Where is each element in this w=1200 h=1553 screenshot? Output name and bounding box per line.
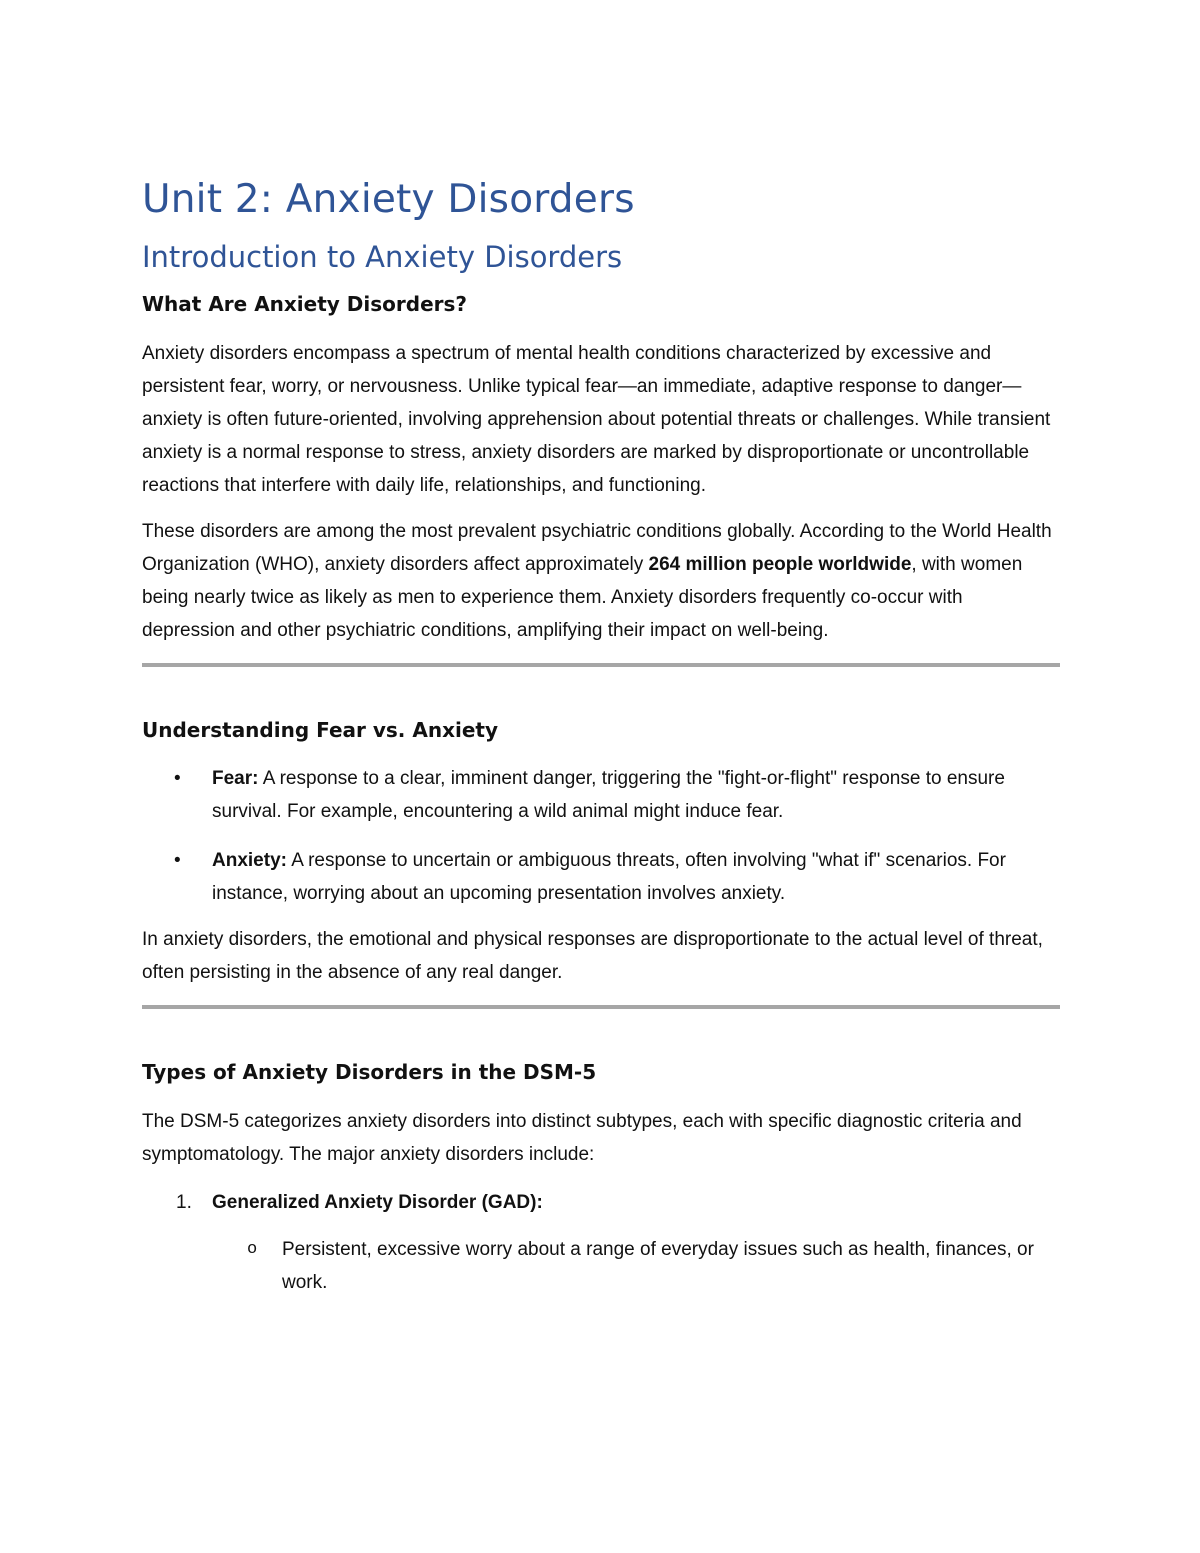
prevalence-text-end: , with women being nearly twice as likely as men to experience them. Anxiety disorders frequently co-occur with depression and other psychiatric conditions, amplifying their impact on well-being. — [142, 554, 1023, 641]
fear-anxiety-list — [142, 762, 1060, 910]
prevalence-text-start: These disorders are among the most prevalent psychiatric conditions globally. According to the World Health Organization (WHO), anxiety disorders affect approximately — [142, 521, 1052, 575]
bullet-icon: • — [174, 768, 181, 789]
section-heading-what-are: What Are Anxiety Disorders? — [142, 292, 467, 316]
list-item-text: A response to a clear, imminent danger, triggering the "fight-or-flight" response to ensure survival. For example, encountering a wild animal might induce fear. — [212, 768, 1005, 822]
list-item-label: Fear: — [212, 768, 259, 789]
list-item-text: A response to uncertain or ambiguous threats, often involving "what if" scenarios. For instance, worrying about an upcoming presentation involves anxiety. — [212, 850, 1006, 904]
document-subtitle: Introduction to Anxiety Disorders — [142, 240, 623, 274]
paragraph-dsm5-intro: The DSM-5 categorizes anxiety disorders into distinct subtypes, each with specific diagnostic criteria and symptomatology. The major anxiety disorders include: — [142, 1111, 1022, 1165]
horizontal-divider — [142, 1005, 1060, 1009]
sublist-item — [142, 1233, 1060, 1299]
section-heading-dsm5-types: Types of Anxiety Disorders in the DSM-5 — [142, 1060, 597, 1084]
bullet-icon: • — [174, 850, 181, 871]
disorder-list — [142, 1186, 1060, 1219]
paragraph-prevalence — [142, 515, 1060, 647]
list-item-fear — [142, 762, 1060, 828]
paragraph-definition: Anxiety disorders encompass a spectrum of mental health conditions characterized by excessive and persistent fear, worry, or nervousness. Unlike typical fear—an immediate, adaptive response to danger—anxiety is often future-oriented, involving apprehension about potential threats or challenges. While transient anxiety is a normal response to stress, anxiety disorders are marked by disproportionate or uncontrollable reactions that interfere with daily life, relationships, and functioning. — [142, 343, 1051, 496]
circle-bullet-icon: o — [247, 1240, 258, 1259]
list-item-anxiety — [142, 844, 1060, 910]
list-item-gad — [142, 1186, 1060, 1219]
prevalence-highlight: 264 million people worldwide — [648, 554, 912, 575]
paragraph-disproportionate: In anxiety disorders, the emotional and physical responses are disproportionate to the actual level of threat, often persisting in the absence of any real danger. — [142, 929, 1043, 983]
horizontal-divider — [142, 663, 1060, 667]
document-title: Unit 2: Anxiety Disorders — [142, 177, 635, 222]
sublist-item-text: Persistent, excessive worry about a range of everyday issues such as health, finances, or work. — [282, 1239, 1034, 1293]
document-body — [142, 175, 1060, 1299]
gad-sublist — [142, 1233, 1060, 1299]
list-item-label: Generalized Anxiety Disorder (GAD): — [212, 1192, 543, 1213]
list-item-label: Anxiety: — [212, 850, 287, 871]
section-heading-fear-vs-anxiety: Understanding Fear vs. Anxiety — [142, 718, 498, 742]
list-number: 1. — [176, 1192, 192, 1213]
